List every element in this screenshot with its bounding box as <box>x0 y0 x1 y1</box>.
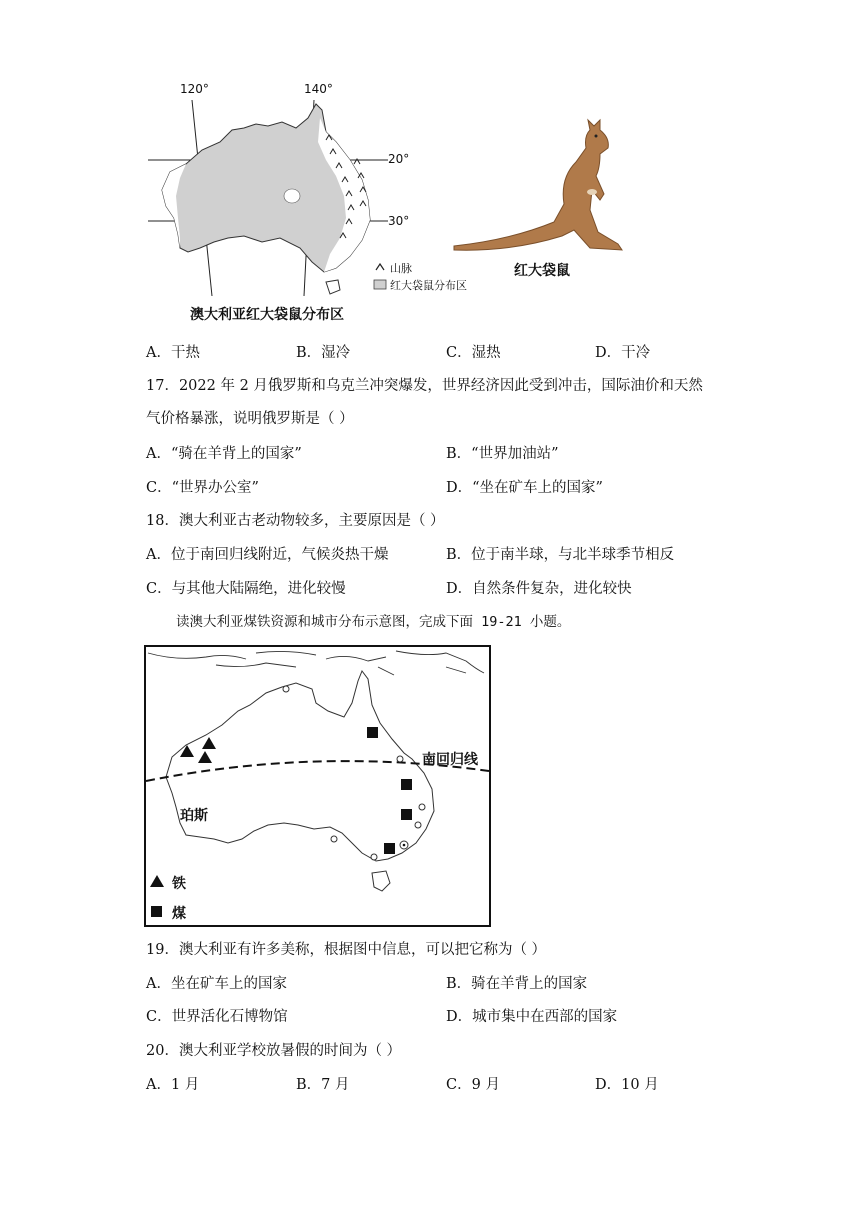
lon-label-120: 120° <box>180 82 209 96</box>
figure-coal-iron-map <box>144 645 491 927</box>
lon-label-140: 140° <box>304 82 333 96</box>
q19-option-c: C．世界活化石博物馆 <box>146 1009 288 1025</box>
kangaroo-caption: 红大袋鼠 <box>514 263 570 279</box>
q16-option-a: A．干热 <box>146 345 200 361</box>
lat-label-20: 20° <box>388 152 410 166</box>
iron-legend-icon <box>150 875 164 887</box>
q16-option-c: C．湿热 <box>446 345 501 361</box>
q16-option-b: B．湿冷 <box>296 345 351 361</box>
q19-option-a: A．坐在矿车上的国家 <box>146 976 287 992</box>
legend-mountain-label: 山脉 <box>390 262 412 275</box>
q20-option-b: B．7 月 <box>296 1077 350 1093</box>
legend-coal-label: 煤 <box>172 906 186 922</box>
q18-option-c: C．与其他大陆隔绝，进化较慢 <box>146 581 346 597</box>
australia-map-2 <box>146 647 489 925</box>
q17-stem-line2: 气价格暴涨，说明俄罗斯是（ ） <box>146 411 354 427</box>
q19-stem: 19．澳大利亚有许多美称，根据图中信息，可以把它称为（ ） <box>146 942 547 958</box>
coal-marker <box>401 779 412 790</box>
mountain-legend-icon <box>376 264 384 270</box>
tropic-label: 南回归线 <box>422 752 478 768</box>
lat-label-30: 30° <box>388 214 410 228</box>
legend-iron-label: 铁 <box>172 876 186 892</box>
q20-option-c: C．9 月 <box>446 1077 500 1093</box>
kangaroo-image <box>450 118 630 258</box>
q18-option-a: A．位于南回归线附近，气候炎热干燥 <box>146 547 389 563</box>
q17-option-d: D．“坐在矿车上的国家” <box>446 480 603 496</box>
q18-option-b: B．位于南半球，与北半球季节相反 <box>446 547 675 563</box>
figure1-caption: 澳大利亚红大袋鼠分布区 <box>190 307 344 323</box>
distribution-legend-swatch <box>374 280 386 289</box>
q19-option-d: D．城市集中在西部的国家 <box>446 1009 618 1025</box>
figure-kangaroo-distribution <box>140 78 490 330</box>
q17-stem-line1: 17．2022 年 2 月俄罗斯和乌克兰冲突爆发，世界经济因此受到冲击，国际油价和天然 <box>146 378 703 394</box>
kangaroo-figure <box>450 118 630 288</box>
australia-map-1 <box>140 78 490 298</box>
q18-option-d: D．自然条件复杂，进化较快 <box>446 581 632 597</box>
q17-option-a: A．“骑在羊背上的国家” <box>146 446 302 462</box>
q20-option-d: D．10 月 <box>595 1077 659 1093</box>
q18-stem: 18．澳大利亚古老动物较多，主要原因是（ ） <box>146 513 445 529</box>
coal-marker <box>367 727 378 738</box>
perth-label: 珀斯 <box>180 808 208 824</box>
q16-option-d: D．干冷 <box>595 345 651 361</box>
coal-marker <box>384 843 395 854</box>
intro-19-21: 读澳大利亚煤铁资源和城市分布示意图，完成下面 19-21 小题。 <box>176 614 571 630</box>
q17-option-b: B．“世界加油站” <box>446 446 559 462</box>
coal-marker <box>401 809 412 820</box>
legend-distribution-label: 红大袋鼠分布区 <box>390 279 467 292</box>
q19-option-b: B．骑在羊背上的国家 <box>446 976 588 992</box>
q20-option-a: A．1 月 <box>146 1077 200 1093</box>
q17-option-c: C．“世界办公室” <box>146 480 259 496</box>
q20-stem: 20．澳大利亚学校放暑假的时间为（ ） <box>146 1043 402 1059</box>
coal-legend-icon <box>151 906 162 917</box>
